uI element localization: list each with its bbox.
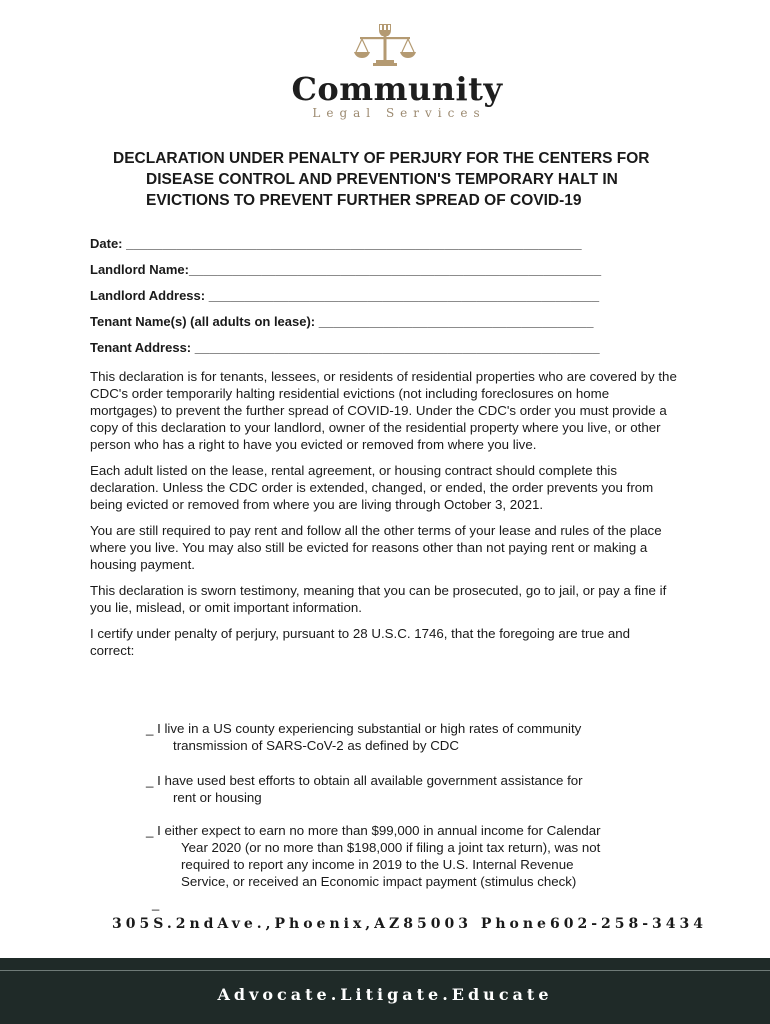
logo: [0, 22, 770, 120]
title-line-3: EVICTIONS TO PREVENT FURTHER SPREAD OF COVID-19: [146, 192, 582, 209]
landlord-address-field[interactable]: Landlord Address: ______________________________________________________: [90, 288, 600, 303]
paragraph-testimony: This declaration is sworn testimony, meaning that you can be prosecuted, go to jail, or pay a fine if you lie, mislead, or omit important information.: [90, 583, 667, 615]
paragraph-rent: You are still required to pay rent and follow all the other terms of your lease and rules of the place where you live. You may also still be evicted for reasons other than not paying rent or making a housing payment.: [90, 523, 662, 572]
paragraph-adults: Each adult listed on the lease, rental agreement, or housing contract should complete this declaration. Unless the CDC order is extended, changed, or ended, the order prevents you from being evicted or removed from where you are living through October 3, 2021.: [90, 463, 654, 512]
logo-name: Community: [291, 70, 503, 108]
title-line-2: DISEASE CONTROL AND PREVENTION'S TEMPORARY HALT IN: [146, 171, 618, 188]
declaration-body: [90, 368, 678, 668]
check-item-next[interactable]: _: [152, 896, 160, 911]
tenant-names-field[interactable]: Tenant Name(s) (all adults on lease): ______________________________________: [90, 314, 594, 329]
logo-subtitle: Legal Services: [312, 106, 486, 120]
footer-tagline: Advocate.Litigate.Educate: [217, 985, 553, 1004]
paragraph-coverage: This declaration is for tenants, lessees, or residents of residential properties who are covered by the CDC's order temporarily halting residential evictions (not including foreclosures on home mortgages) to prevent the further spread of COVID-19. Under the CDC's order you must provide a copy of this declaration to your landlord, owner of the residential property where you live, or other person who has a right to have you evicted or removed from where you live.: [90, 369, 677, 452]
title-line-1: DECLARATION UNDER PENALTY OF PERJURY FOR THE CENTERS FOR: [113, 150, 650, 167]
document-title: [113, 148, 693, 211]
check-item-county-line-1: _ I live in a US county experiencing substantial or high rates of community: [146, 721, 582, 736]
date-field[interactable]: Date: _______________________________________________________________: [90, 236, 582, 251]
certification-checklist: [146, 720, 676, 908]
check-item-assistance-line-2: rent or housing: [173, 790, 262, 805]
check-item-county[interactable]: [146, 720, 676, 754]
check-item-income-line-4: Service, or received an Economic impact payment (stimulus check): [181, 874, 577, 889]
check-item-income-line-2: Year 2020 (or no more than $198,000 if filing a joint tax return), was not: [181, 840, 601, 855]
footer-divider: [0, 970, 770, 971]
check-item-income-line-1: _ I either expect to earn no more than $99,000 in annual income for Calendar: [146, 823, 601, 838]
form-fields: [90, 236, 670, 366]
paragraph-certify: I certify under penalty of perjury, pursuant to 28 U.S.C. 1746, that the foregoing are true and correct:: [90, 626, 631, 658]
check-item-income-line-3: required to report any income in 2019 to the U.S. Internal Revenue: [181, 857, 574, 872]
footer-address: 305S.2ndAve.,Phoenix,AZ85003 Phone602-258-3434: [112, 916, 707, 932]
tenant-address-field[interactable]: Tenant Address: ________________________________________________________: [90, 340, 600, 355]
check-item-assistance[interactable]: [146, 772, 676, 806]
scales-of-justice-icon: [350, 22, 420, 68]
check-item-county-line-2: transmission of SARS-CoV-2 as defined by CDC: [173, 738, 459, 753]
landlord-name-field[interactable]: Landlord Name:_________________________________________________________: [90, 262, 602, 277]
check-item-assistance-line-1: _ I have used best efforts to obtain all available government assistance for: [146, 773, 583, 788]
check-item-income[interactable]: [146, 822, 676, 890]
